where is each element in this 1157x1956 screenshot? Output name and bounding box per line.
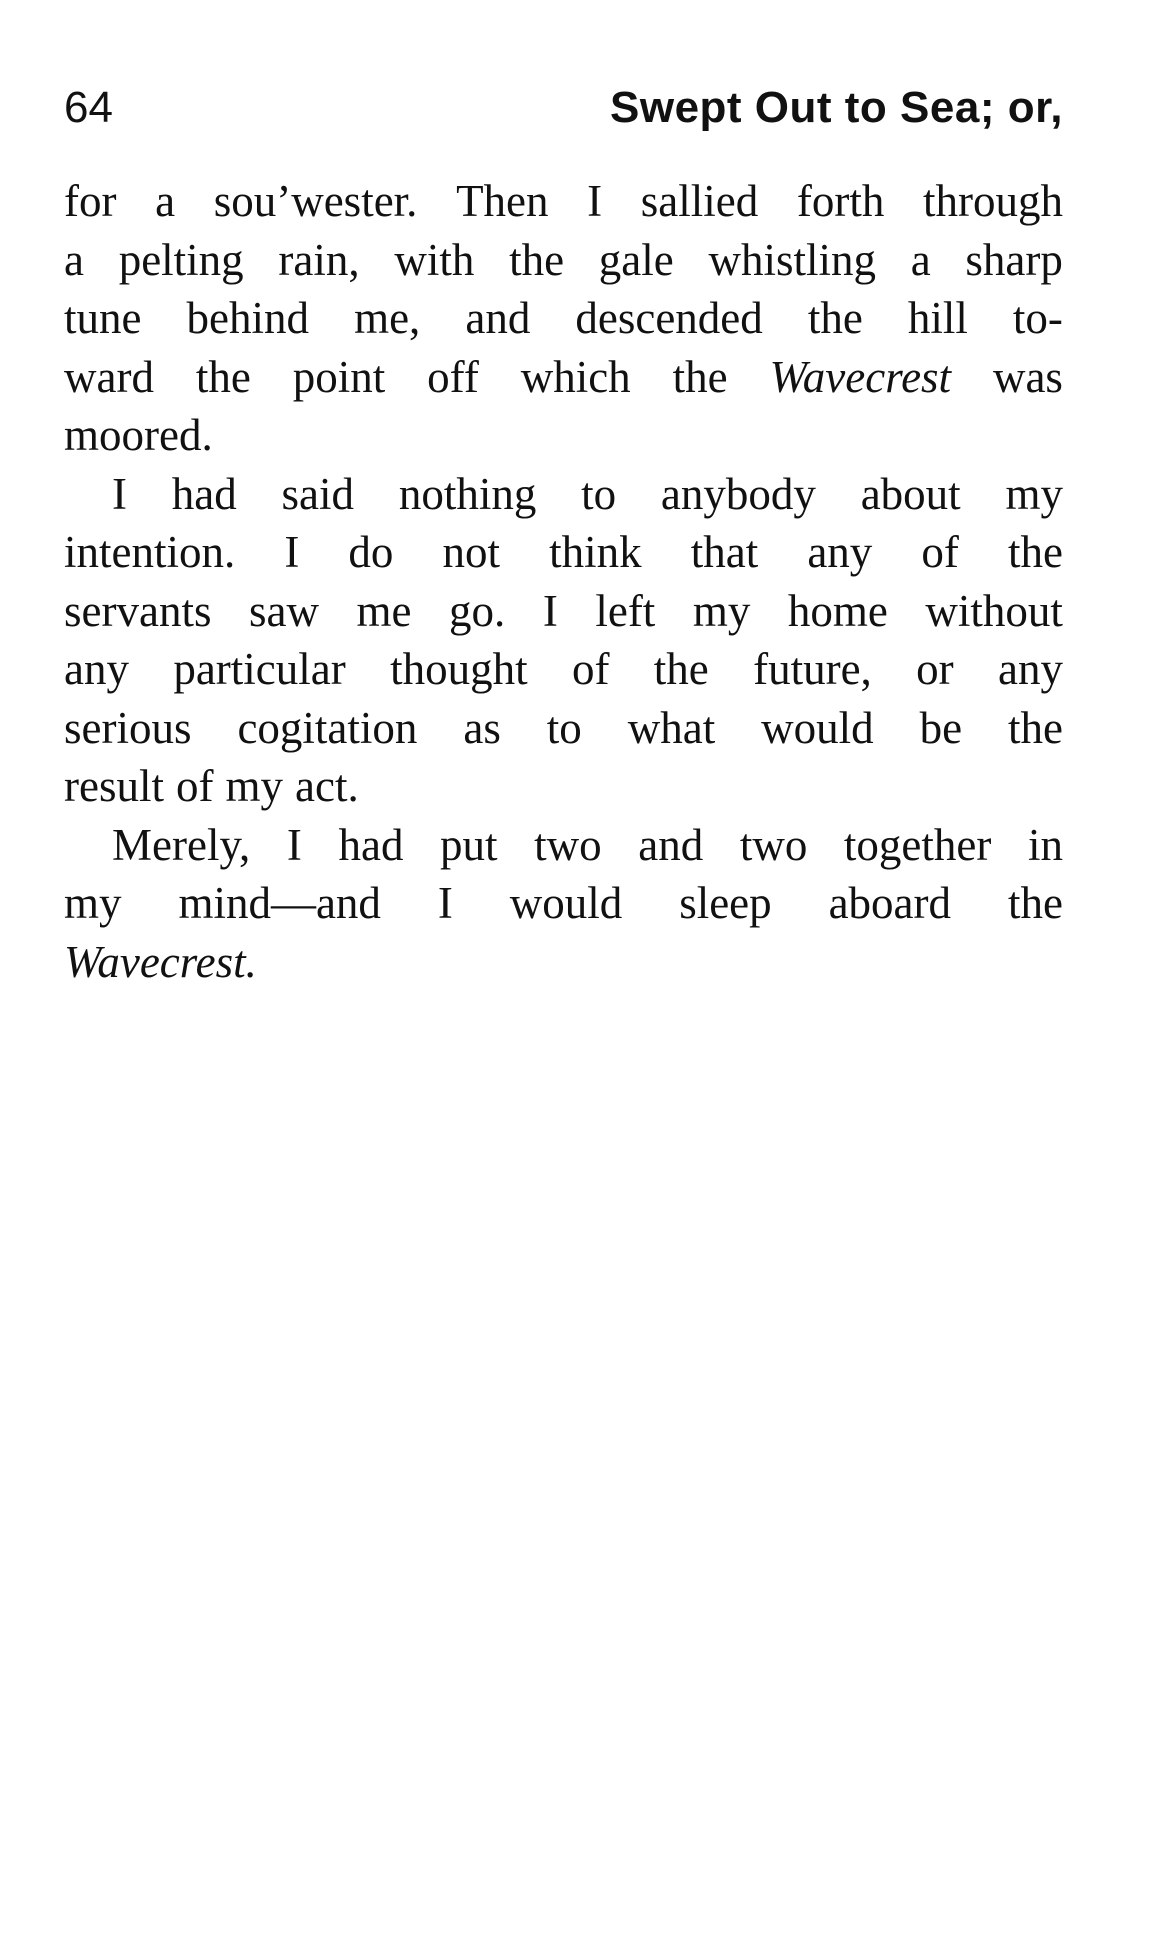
text-line: [64, 465, 1063, 524]
ship-name: Wavecrest: [769, 351, 952, 402]
running-title: Swept Out to Sea; or,: [610, 83, 1063, 132]
word: home: [787, 585, 888, 636]
word: result: [64, 761, 164, 811]
word: behind: [186, 293, 310, 343]
word: sharp: [965, 234, 1063, 285]
word: I: [587, 176, 603, 226]
word: the: [672, 351, 728, 402]
word: mind—and: [178, 878, 381, 928]
word: my: [1005, 468, 1063, 519]
word: do: [348, 527, 394, 577]
word: as: [463, 702, 501, 753]
word: servants: [64, 585, 212, 636]
word: off: [427, 351, 479, 402]
word: go.: [449, 585, 506, 636]
word: not: [442, 527, 501, 577]
text-line: [64, 231, 1063, 290]
word: had: [171, 468, 237, 519]
word: about: [860, 468, 961, 519]
word: intention.: [64, 527, 236, 577]
word: was: [992, 351, 1063, 402]
word: any: [998, 644, 1063, 694]
word: and: [638, 819, 704, 870]
word: the: [509, 234, 565, 285]
word: a: [155, 176, 176, 226]
word: particular: [173, 644, 346, 694]
word: cogitation: [237, 702, 418, 753]
text-line: [64, 523, 1063, 582]
word: Then: [456, 176, 549, 226]
word: which: [520, 351, 631, 402]
word: gale: [598, 234, 674, 285]
word: of: [571, 644, 610, 694]
page-number: 64: [64, 83, 113, 132]
text-line: [64, 699, 1063, 758]
word: the: [653, 644, 709, 694]
word: serious: [64, 702, 192, 753]
word: left: [595, 585, 656, 636]
word: my: [64, 878, 122, 928]
word: said: [281, 468, 355, 519]
word: ward: [64, 351, 154, 402]
word: the: [807, 293, 863, 343]
word: I: [284, 527, 300, 577]
word: whistling: [708, 234, 876, 285]
word: point: [292, 351, 386, 402]
word: through: [922, 176, 1063, 226]
text-line: [64, 933, 1063, 992]
word: I: [437, 878, 453, 928]
word: would: [509, 878, 623, 928]
word: me,: [354, 293, 421, 343]
word: moored.: [64, 410, 213, 460]
text-line: [64, 289, 1063, 348]
word: the: [195, 351, 251, 402]
word: any: [807, 527, 873, 577]
word: act.: [295, 761, 359, 811]
ship-name: Wavecrest.: [64, 936, 257, 987]
word: think: [549, 527, 642, 577]
word: that: [690, 527, 759, 577]
word: future,: [753, 644, 872, 694]
word: sleep: [679, 878, 772, 928]
text-line: [64, 582, 1063, 641]
text-line: [64, 874, 1063, 933]
word: to: [546, 702, 582, 753]
word: to-: [1012, 293, 1063, 343]
word: thought: [390, 644, 528, 694]
word: I: [112, 468, 127, 519]
word: had: [338, 819, 404, 870]
word: saw: [249, 585, 319, 636]
text-line: [64, 172, 1063, 231]
text-line: [64, 406, 1063, 465]
word: Merely,: [112, 819, 251, 870]
word: of: [921, 527, 959, 577]
word: anybody: [660, 468, 816, 519]
word: what: [627, 702, 716, 753]
word: be: [919, 702, 963, 753]
word: nothing: [398, 468, 537, 519]
word: would: [761, 702, 874, 753]
word: any: [64, 644, 129, 694]
word: sou’wester.: [213, 176, 418, 226]
word: a: [910, 234, 931, 285]
text-line: [64, 757, 1063, 816]
word: or: [916, 644, 954, 694]
word: aboard: [828, 878, 952, 928]
word: the: [1008, 702, 1063, 753]
word: the: [1007, 878, 1063, 928]
word: sallied: [640, 176, 759, 226]
word: me: [356, 585, 412, 636]
body-text: [64, 172, 1063, 991]
word: I: [542, 585, 558, 636]
word: hill: [907, 293, 968, 343]
text-line: [64, 816, 1063, 875]
text-line: [64, 640, 1063, 699]
word: forth: [796, 176, 885, 226]
word: I: [286, 819, 302, 870]
word: and: [465, 293, 531, 343]
word: two: [534, 819, 602, 870]
text-line: [64, 348, 1063, 407]
word: together: [843, 819, 992, 870]
word: of: [175, 761, 214, 811]
word: for: [64, 176, 117, 226]
word: to: [581, 468, 617, 519]
word: pelting: [118, 234, 244, 285]
word: two: [739, 819, 808, 870]
word: in: [1027, 819, 1063, 870]
word: the: [1007, 527, 1063, 577]
word: my: [692, 585, 751, 636]
word: without: [925, 585, 1063, 636]
word: rain,: [278, 234, 360, 285]
word: descended: [575, 293, 763, 343]
word: a: [64, 234, 84, 285]
word: put: [440, 819, 498, 870]
word: my: [225, 761, 283, 811]
word: tune: [64, 293, 142, 343]
word: with: [394, 234, 475, 285]
running-head: [64, 78, 1063, 138]
